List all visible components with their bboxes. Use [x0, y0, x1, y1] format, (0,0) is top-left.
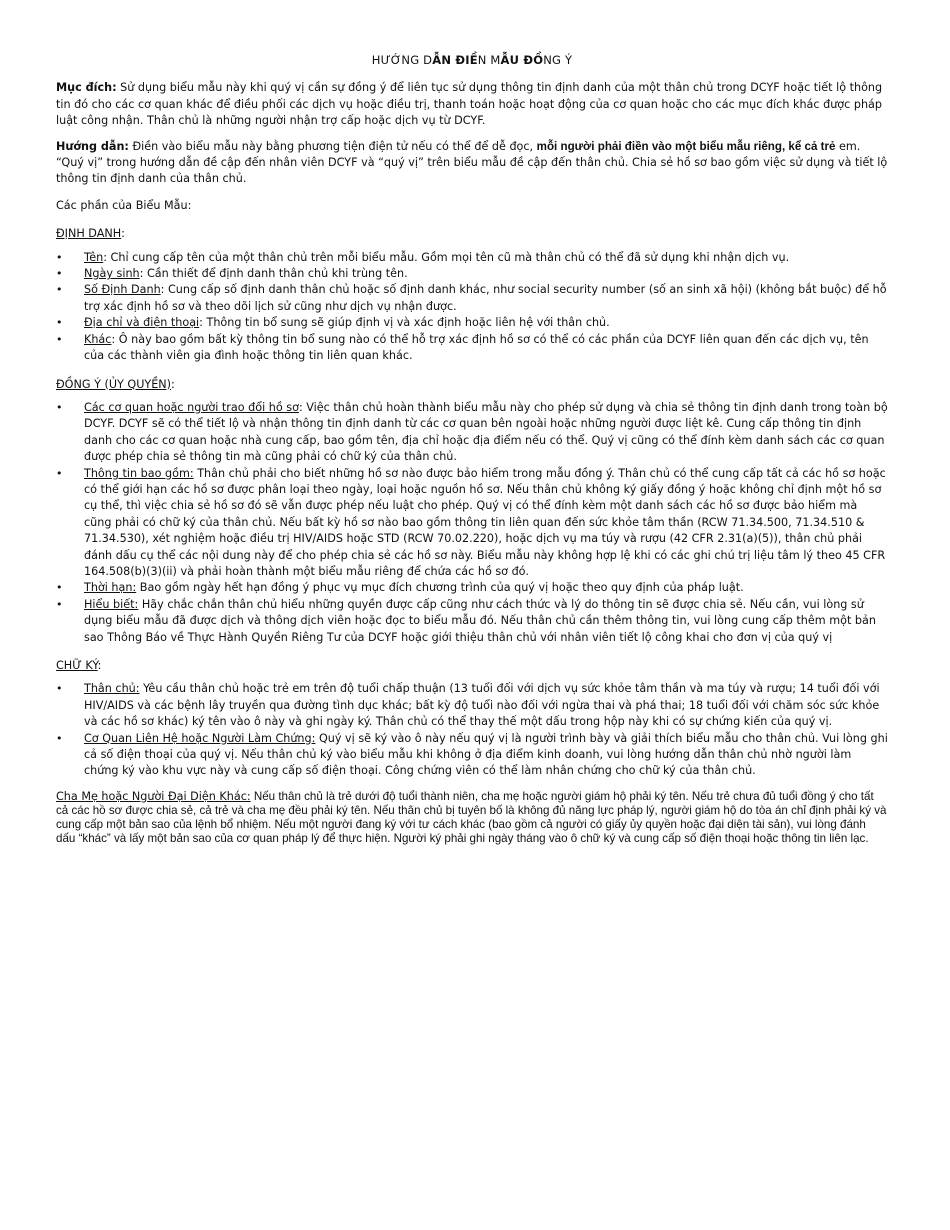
signature-heading: CHỮ KÝ: — [56, 659, 102, 672]
purpose-paragraph — [56, 80, 888, 129]
identification-heading: ĐỊNH DANH: — [56, 227, 125, 241]
list-item: • Ngày sinh: Cần thiết để định danh thân chủ khi trùng tên. — [84, 266, 888, 282]
list-item: • Số Định Danh: Cung cấp số định danh thân chủ hoặc số định danh khác, như social security number (số an sinh xã hội) (không bắt buộc) để hỗ trợ xác định hồ sơ và theo dõi lịch sử cũng như dịch vụ nhận được. — [84, 282, 888, 315]
consent-list — [56, 400, 888, 646]
list-item: • Tên: Chỉ cung cấp tên của một thân chủ trên mỗi biểu mẫu. Gồm mọi tên cũ mà thân chủ có thể đã sử dụng khi nhận dịch vụ. — [84, 250, 888, 266]
purpose-label: Mục đích: — [56, 81, 117, 95]
instructions-label: Hướng dẫn: — [56, 139, 129, 153]
document-title: HƯỚNG DẪN ĐIỀN MẪU ĐỒNG Ý — [371, 53, 573, 67]
document-page — [56, 52, 888, 855]
identification-list — [56, 250, 888, 365]
list-item: • Hiểu biết: Hãy chắc chắn thân chủ hiểu những quyền được cấp cũng như cách thức và lý do thông tin sẽ được chia sẻ. Nếu cần, vui lòng sử dụng biểu mẫu đã được dịch và thông dịch viên hoặc đọc to biểu mẫu đó. Nếu thân chủ cần thêm thông tin, vui lòng cung cấp thêm một bản sao Thông Báo về Thực Hành Quyền Riêng Tư của DCYF hoặc giới thiệu thân chủ với nhân viên tiết lộ công khai cho đơn vị của quý vị — [84, 597, 888, 646]
signature-list — [56, 681, 888, 779]
form-parts-heading: Các phần của Biểu Mẫu: — [56, 198, 192, 212]
parent-paragraph — [56, 790, 888, 846]
purpose-text: Sử dụng biểu mẫu này khi quý vị cần sự đồng ý để liên tục sử dụng thông tin định danh của một thân chủ trong DCYF hoặc tiết lộ thông tin đó cho các cơ quan khác để điều phối các dịch vụ hoặc điều trị, thanh toán hoặc hoạt động của cơ quan hoặc cho các mục đích khác được pháp luật công nhận. Thân chủ là những người nhận trợ cấp hoặc dịch vụ từ DCYF. — [56, 81, 883, 128]
parent-text: Nếu thân chủ là trẻ dưới độ tuổi thành niên, cha mẹ hoặc người giám hộ phải ký tên. Nếu trẻ chưa đủ tuổi đồng ý cho tất cả các hồ sơ được chia sẻ, cả trẻ và cha mẹ đều phải ký tên. Nếu thân chủ bị tuyên bố là không đủ năng lực pháp lý, người giám hộ do tòa án chỉ định phải ký và cung cấp một bản sao của lệnh bổ nhiệm. Nếu một người đang ký với tư cách khác (bao gồm cả người có giấy ủy quyền hoặc đại diện tài sản), vui lòng đánh dấu “khác” và lấy một bản sao của cơ quan pháp lý để thực hiện. Người ký phải ghi ngày tháng vào ô chữ ký và cung cấp số điện thoại hoặc thông tin liên lạc. — [56, 789, 887, 845]
list-item: • Thân chủ: Yêu cầu thân chủ hoặc trẻ em trên độ tuổi chấp thuận (13 tuổi đối với dịch vụ sức khỏe tâm thần và ma túy và rượu; 14 tuổi đối với HIV/AIDS và các bệnh lây truyền qua đường tình dục khác; bất kỳ độ tuổi nào đối với ngừa thai và phá thai; 18 tuổi đối với chăm sóc sức khỏe và các hồ sơ khác) ký tên vào ô này và ghi ngày ký. Thân chủ có thể thay thế một dấu trong hộp này khi có sự chứng kiến của quý vị. — [84, 681, 888, 730]
list-item: • Khác: Ô này bao gồm bất kỳ thông tin bổ sung nào có thể hỗ trợ xác định hồ sơ có thể có các phần của DCYF liên quan đến các dịch vụ, tên của các thành viên gia đình hoặc thông tin liên quan khác. — [84, 332, 888, 365]
instructions-paragraph: Hướng dẫn: Điền vào biểu mẫu này bằng phương tiện điện tử nếu có thể để dễ đọc, mỗi người phải điền vào một biểu mẫu riêng, kể cả trẻ em. “Quý vị” trong hướng dẫn đề cập đến nhân viên DCYF và “quý vị” trên biểu mẫu đề cập đến thân chủ. Chia sẻ hồ sơ bao gồm việc sử dụng và tiết lộ thông tin định danh của thân chủ. — [56, 139, 888, 186]
list-item: • Các cơ quan hoặc người trao đổi hồ sơ: Việc thân chủ hoàn thành biểu mẫu này cho phép sử dụng và chia sẻ thông tin định danh trong toàn bộ DCYF. DCYF sẽ có thể tiết lộ và nhận thông tin định danh từ các cơ quan bên ngoài hoặc những người được liệt kê. Cung cấp thông tin định danh cho các cơ quan hoặc nhà cung cấp, bao gồm tên, địa chỉ hoặc địa điểm nếu có thể. Quý vị cũng có thể đính kèm danh sách các cơ quan được phép chia sẻ thông tin mà cũng phải có chữ ký của thân chủ. — [84, 400, 888, 466]
consent-heading: ĐỒNG Ý (ỦY QUYỀN): — [56, 377, 175, 391]
list-item: • Cơ Quan Liên Hệ hoặc Người Làm Chứng: Quý vị sẽ ký vào ô này nếu quý vị là người trình bày và giải thích biểu mẫu cho thân chủ. Vui lòng ghi cả số điện thoại của quý vị. Nếu thân chủ ký vào biểu mẫu khi không ở địa điểm kinh doanh, vui lòng hướng dẫn thân chủ nhờ người làm chứng ký vào khu vực này và cung cấp số điện thoại. Công chứng viên có thể làm nhân chứng cho chữ ký của thân chủ. — [84, 731, 888, 780]
parent-label: Cha Mẹ hoặc Người Đại Diện Khác: — [56, 789, 251, 803]
list-item: • Thông tin bao gồm: Thân chủ phải cho biết những hồ sơ nào được bảo hiểm trong mẫu đồng ý. Thân chủ có thể cung cấp tất cả các hồ sơ hoặc có thể giới hạn các hồ sơ được phân loại theo ngày, loại hoặc nguồn hồ sơ. Nếu thân chủ không ký giấy đồng ý hoặc không chỉ định một hồ sơ cụ thể, thì việc chia sẻ hồ sơ đó sẽ vẫn được phép nếu luật cho phép. Quý vị có thể đính kèm một danh sách các hồ sơ được bảo hiểm mà cũng phải có chữ ký của thân chủ. Nếu bất kỳ hồ sơ nào bao gồm thông tin liên quan đến sức khỏe tâm thần (RCW 71.34.500, 71.34.510 & 71.34.530), xét nghiệm hoặc điều trị HIV/AIDS hoặc STD (RCW 70.02.220), hoặc dịch vụ ma túy và rượu (42 CFR 2.31(a)(5)), thân chủ phải đánh dấu cụ thể các nội dung này để cho phép chia sẻ các hồ sơ này. Biểu mẫu này không hợp lệ khi có các ghi chú trị liệu tâm lý theo 45 CFR 164.508(b)(3)(ii) và phải hoàn thành một biểu mẫu riêng để chứa các hồ sơ đó. — [84, 466, 888, 581]
list-item: • Thời hạn: Bao gồm ngày hết hạn đồng ý phục vụ mục đích chương trình của quý vị hoặc theo quy định của pháp luật. — [84, 580, 888, 596]
list-item: • Địa chỉ và điện thoại: Thông tin bổ sung sẽ giúp định vị và xác định hoặc liên hệ với thân chủ. — [84, 315, 888, 331]
